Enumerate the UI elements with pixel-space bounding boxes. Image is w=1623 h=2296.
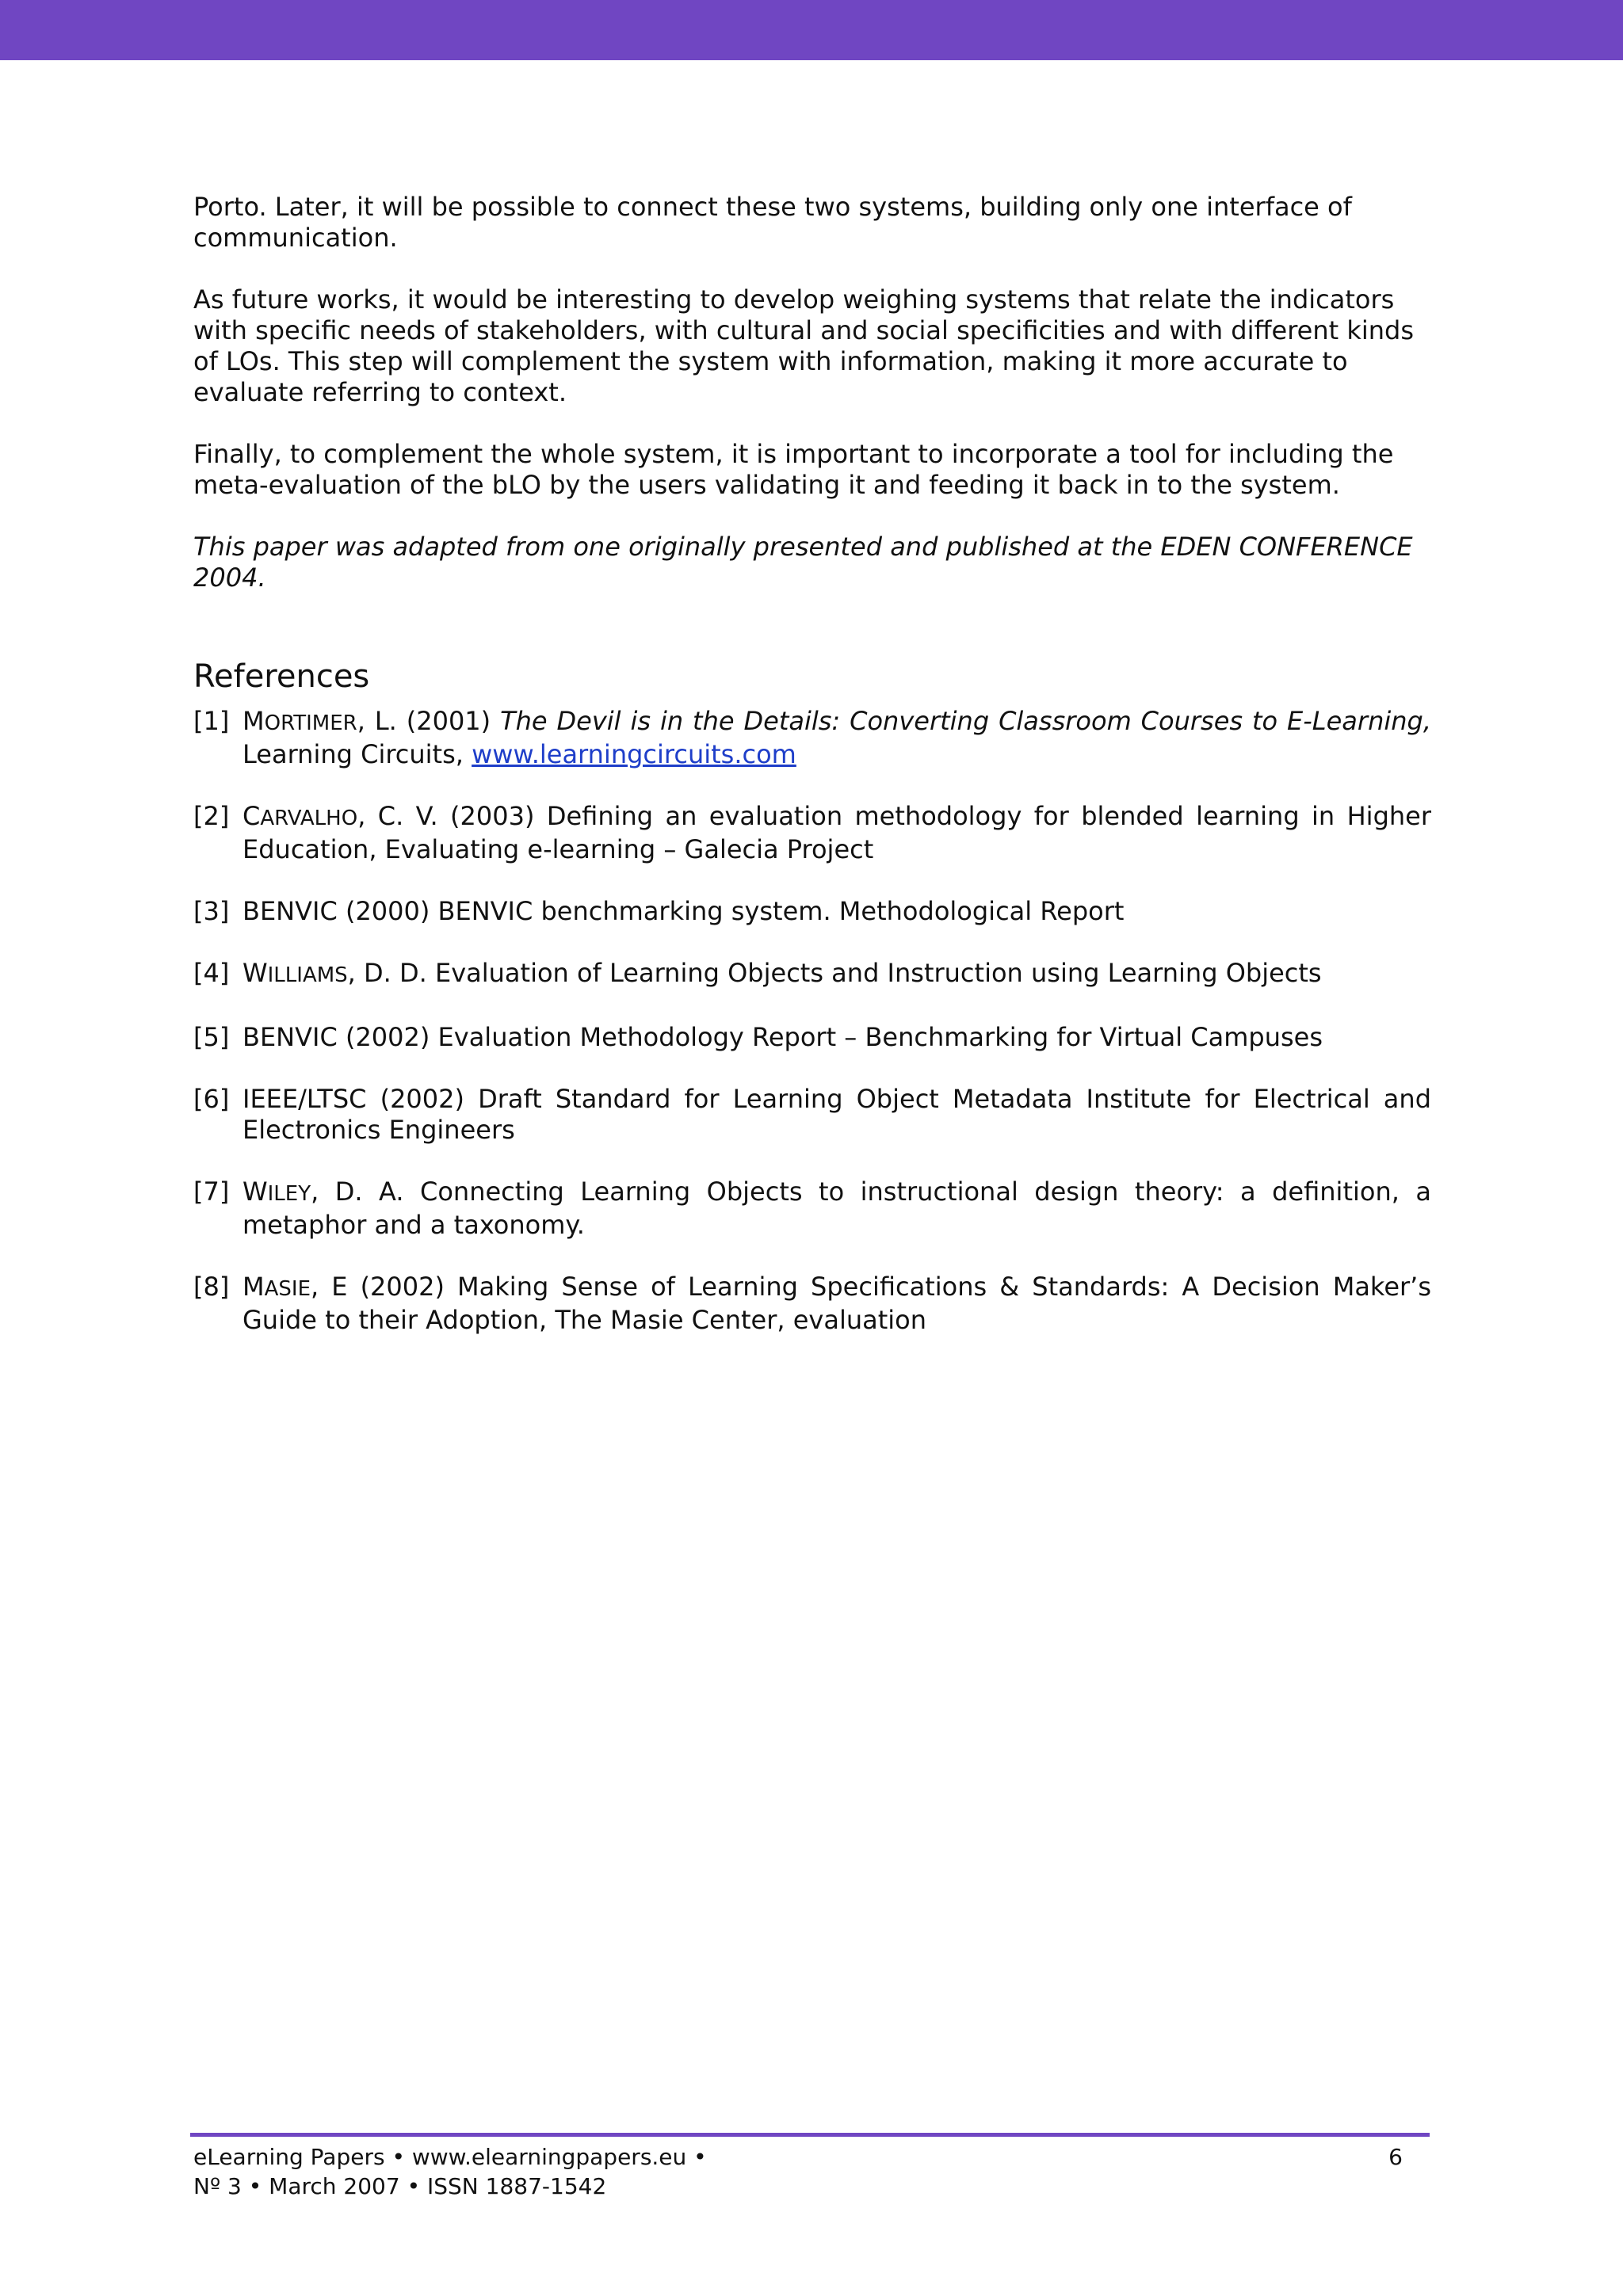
reference-text: IEEE/LTSC (2002) Draft Standard for Learning Object Metadata Institute for Electrical and Electronics Engineers xyxy=(242,1084,1431,1145)
reference-number: [1] xyxy=(193,706,230,736)
page-footer xyxy=(193,2142,1430,2201)
reference-author: ORTIMER xyxy=(264,711,357,735)
body-paragraph: Finally, to complement the whole system, it is important to incorporate a tool for including the meta-evaluation of the bLO by the users validating it and feeding it back in to the system. xyxy=(193,439,1394,500)
reference-author-initial: W xyxy=(242,958,268,988)
body-paragraph: As future works, it would be interesting to develop weighing systems that relate the indicators with specific needs of stakeholders, with cultural and social specificities and with different kinds of LOs. This step will complement the system with information, making it more accurate to evaluate referring to context. xyxy=(193,284,1415,407)
page-number: 6 xyxy=(1388,2144,1403,2170)
body-paragraph: Porto. Later, it will be possible to connect these two systems, building only one interface of communication. xyxy=(193,192,1352,253)
reference-number: [3] xyxy=(193,896,230,926)
reference-number: [7] xyxy=(193,1177,230,1207)
page-body xyxy=(193,192,1431,1367)
reference-number: [4] xyxy=(193,958,230,988)
reference-item xyxy=(193,706,1431,770)
reference-date: , L. (2001) xyxy=(357,706,501,736)
reference-author-initial: W xyxy=(242,1177,268,1207)
reference-item xyxy=(193,896,1431,927)
reference-number: [5] xyxy=(193,1022,230,1052)
reference-item xyxy=(193,1022,1431,1053)
footer-publication-line: eLearning Papers • www.elearningpapers.eu • xyxy=(193,2144,707,2170)
reference-text: , D. D. Evaluation of Learning Objects and Instruction using Learning Objects xyxy=(347,958,1322,988)
reference-link[interactable]: www.learningcircuits.com xyxy=(472,739,796,769)
reference-author-initial: C xyxy=(242,801,261,831)
reference-author: ARVALHO xyxy=(260,807,358,830)
reference-item xyxy=(193,1272,1431,1336)
reference-text: , E (2002) Making Sense of Learning Specifications & Standards: A Decision Maker’s Guide to their Adoption, The Masie Center, evaluation xyxy=(242,1272,1431,1335)
reference-number: [2] xyxy=(193,801,230,831)
references-heading: References xyxy=(193,658,370,695)
reference-item xyxy=(193,801,1431,865)
reference-author-initial: M xyxy=(242,1272,265,1302)
reference-author: ILLIAMS xyxy=(267,963,348,987)
reference-source: Learning Circuits, xyxy=(242,739,472,769)
reference-number: [8] xyxy=(193,1272,230,1302)
reference-number: [6] xyxy=(193,1084,230,1114)
reference-text: , D. A. Connecting Learning Objects to instructional design theory: a definition, a metaphor and a taxonomy. xyxy=(242,1177,1431,1240)
reference-title: The Devil is in the Details: Converting Classroom Courses to E-Learning, xyxy=(500,706,1432,736)
header-accent-bar xyxy=(0,0,1623,60)
reference-item xyxy=(193,958,1431,991)
footer-issue-line: Nº 3 • March 2007 • ISSN 1887-1542 xyxy=(193,2173,607,2199)
reference-item xyxy=(193,1177,1431,1241)
reference-text: BENVIC (2000) BENVIC benchmarking system. Methodological Report xyxy=(242,896,1125,926)
reference-item xyxy=(193,1084,1431,1146)
publication-note: This paper was adapted from one originally presented and published at the EDEN CONFERENCE 2004. xyxy=(193,532,1413,593)
reference-author: ASIE xyxy=(264,1277,311,1301)
footer-divider xyxy=(190,2133,1430,2137)
reference-text: , C. V. (2003) Defining an evaluation methodology for blended learning in Higher Education, Evaluating e-learning – Galecia Project xyxy=(242,801,1431,864)
reference-author-initial: M xyxy=(242,706,265,736)
reference-author: ILEY xyxy=(267,1182,311,1206)
reference-text: BENVIC (2002) Evaluation Methodology Report – Benchmarking for Virtual Campuses xyxy=(242,1022,1323,1052)
references-list xyxy=(193,706,1431,1336)
